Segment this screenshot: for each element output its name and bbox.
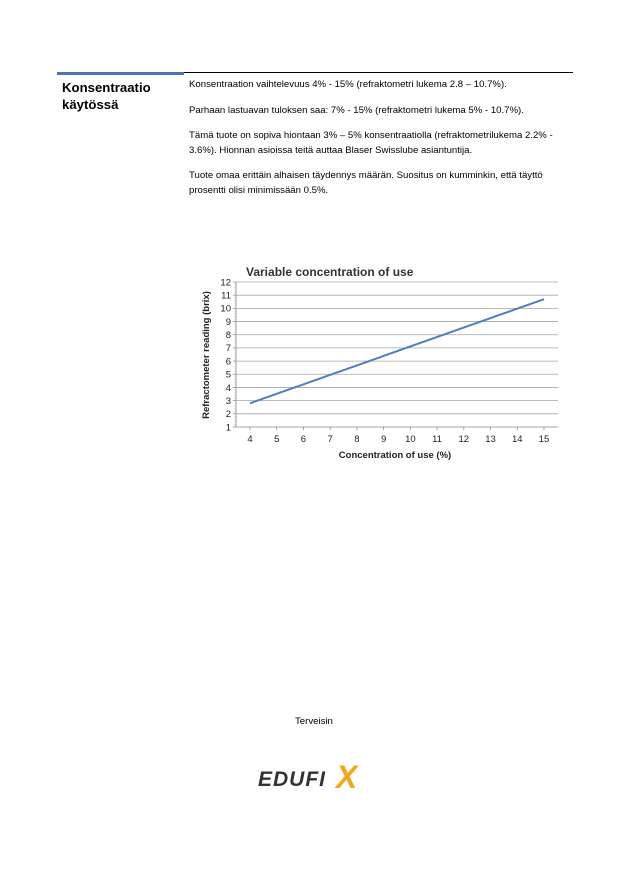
chart-y-tick-label: 2 xyxy=(225,409,231,421)
chart-x-tick-label: 10 xyxy=(405,434,416,445)
chart-title: Variable concentration of use xyxy=(246,265,414,279)
logo-wordmark: EDUFI xyxy=(258,768,326,791)
chart-x-axis-label: Concentration of use (%) xyxy=(338,450,452,461)
chart-y-tick-label: 3 xyxy=(225,395,231,407)
chart-y-tick-label: 8 xyxy=(225,330,231,342)
concentration-chart xyxy=(196,260,566,470)
chart-x-tick-label: 7 xyxy=(327,434,333,445)
chart-x-tick-label: 9 xyxy=(380,434,387,445)
edufix-logo xyxy=(258,759,373,795)
chart-y-tick-label: 10 xyxy=(220,303,231,315)
chart-y-tick-label: 5 xyxy=(225,369,231,381)
chart-y-tick-label: 7 xyxy=(225,343,231,355)
chart-y-tick-label: 4 xyxy=(225,382,231,394)
chart-y-tick-label: 12 xyxy=(220,277,231,289)
chart-x-tick-label: 4 xyxy=(247,434,253,445)
chart-x-tick-label: 14 xyxy=(511,434,523,445)
section-heading xyxy=(62,79,177,113)
closing-greeting: Terveisin xyxy=(295,716,333,727)
chart-grid xyxy=(236,282,558,414)
chart-x-tick-label: 6 xyxy=(300,434,307,445)
section-heading-line2: käytössä xyxy=(62,97,119,112)
chart-y-tick-label: 11 xyxy=(221,290,231,302)
chart-y-tick-label: 9 xyxy=(225,316,231,328)
paragraph-topup: Tuote omaa erittäin alhaisen täydennys määrän. Suositus on kumminkin, että täyttö prosentti olisi minimissään 0.5%. xyxy=(189,170,543,196)
section-heading-line1: Konsentraatio xyxy=(62,80,151,95)
paragraph-best-result: Parhaan lastuavan tuloksen saa: 7% - 15% (refraktometri lukema 5% - 10.7%). xyxy=(189,104,524,116)
logo-x-mark: X xyxy=(336,759,358,795)
chart-x-tick-label: 5 xyxy=(274,434,280,445)
paragraph-grinding: Tämä tuote on sopiva hiontaan 3% – 5% konsentraatiolla (refraktometrilukema 2.2% - 3.6%). Hionnan asioissa teitä auttaa Blaser Swisslube asiantuntija. xyxy=(189,130,553,156)
chart-y-tick-label: 6 xyxy=(225,356,231,368)
chart-x-tick-label: 12 xyxy=(458,434,470,445)
section-content xyxy=(189,78,574,209)
chart-x-tick-label: 15 xyxy=(538,434,550,445)
chart-y-axis-label: Refractometer reading (brix) xyxy=(201,291,212,419)
chart-x-tick-label: 13 xyxy=(485,434,496,445)
chart-x-tick-label: 11 xyxy=(432,434,443,445)
chart-y-tick-label: 1 xyxy=(225,422,231,434)
paragraph-concentration-range: Konsentraation vaihtelevuus 4% - 15% (refraktometri lukema 2.8 – 10.7%). xyxy=(189,79,507,90)
section-accent-bar xyxy=(57,72,184,75)
chart-x-tick-label: 8 xyxy=(354,434,360,445)
